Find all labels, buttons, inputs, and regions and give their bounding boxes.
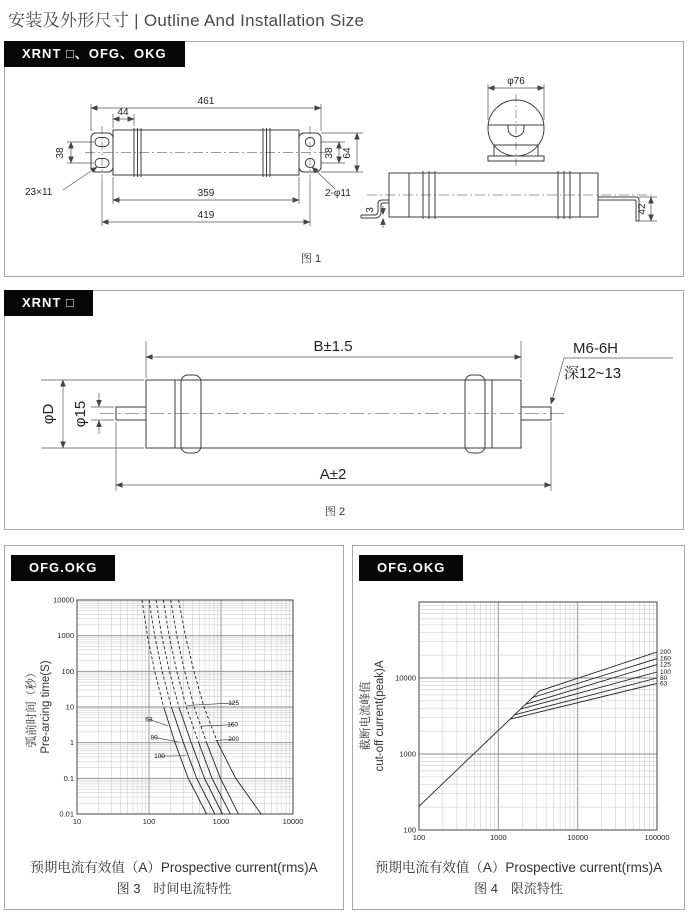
dim-thread: M6-6H [573, 340, 619, 357]
curve-label: 100 [660, 668, 671, 676]
dim-hole-pitch: 38 [324, 147, 335, 159]
y-tick-label: 100 [403, 825, 416, 835]
y-axis-label-en: cut-off current(peak)A [374, 660, 386, 772]
page-title: 安装及外形尺寸 | Outline And Installation Size [8, 11, 365, 30]
time-current-chart [5, 546, 343, 848]
x-tick-label: 1000 [489, 833, 507, 842]
x-tick-label: 1000 [212, 817, 230, 826]
dim-slot-pitch: 38 [55, 147, 66, 159]
curve-label: 63 [145, 716, 153, 724]
dim-overall: 461 [197, 96, 215, 107]
x-tick-label: 10 [72, 817, 82, 826]
plot-border [419, 602, 657, 830]
curve-label: 63 [660, 680, 668, 688]
panel3-label: OFG.OKG [11, 555, 115, 581]
curve-label: 200 [660, 648, 671, 656]
figure2-caption: 图 2 [324, 506, 346, 518]
figure1-caption: 图 1 [300, 253, 322, 265]
figure1-drawing [5, 42, 685, 276]
curve-label: 125 [228, 699, 240, 707]
y-tick-label: 100 [61, 666, 74, 676]
dim-length-b: B±1.5 [313, 338, 353, 355]
y-axis-label-cn: 截断电流峰值 [360, 681, 372, 751]
dim-bracket-drop: 42 [637, 203, 648, 215]
side-view [361, 171, 655, 221]
dim-bracket-height: 64 [342, 147, 353, 159]
dim-cap: 44 [117, 107, 129, 118]
curve-label: 160 [660, 655, 671, 663]
y-axis-label-cn: 弧前时间（秒） [26, 666, 38, 748]
y-tick-label: 1000 [399, 749, 416, 759]
fuse-dims [41, 341, 673, 491]
series-line [142, 600, 164, 707]
y-tick-label: 10000 [53, 595, 74, 605]
curve-label: 100 [154, 753, 165, 761]
x-tick-label: 10000 [567, 833, 589, 842]
front-view [85, 126, 327, 180]
dim-body: 359 [197, 188, 215, 199]
panel-figure3 [4, 545, 344, 910]
y-tick-label: 0.01 [59, 809, 74, 819]
y-tick-label: 10 [65, 702, 74, 712]
figure2-drawing [5, 291, 685, 529]
curve-label: 80 [660, 675, 668, 682]
x-tick-label: 100 [142, 817, 156, 826]
panel-figure2 [4, 290, 684, 530]
dim-clamp-dia: φ76 [507, 76, 525, 87]
curve-label: 125 [660, 661, 671, 669]
series-line [156, 600, 179, 707]
dim-body-dia: φD [40, 403, 57, 425]
dim-mount-pitch: 419 [197, 210, 215, 221]
front-view-dim-text [25, 96, 353, 221]
panel1-label: XRNT □、OFG、OKG [4, 41, 185, 67]
fuse-body [100, 375, 567, 453]
dim-foot-thickness: 3 [365, 207, 376, 213]
y-tick-label: 0.1 [63, 773, 74, 783]
clamp-end-view [488, 94, 544, 166]
dim-length-a: A±2 [319, 466, 347, 483]
series-line [171, 707, 214, 814]
dim-stub-dia: φ15 [72, 400, 89, 428]
y-tick-label: 1000 [57, 631, 74, 641]
series-line [526, 665, 658, 705]
panel4-label: OFG.OKG [359, 555, 463, 581]
dim-thread-depth: 深12~13 [564, 365, 622, 382]
figure4-caption: 图 4 限流特性 [474, 881, 563, 896]
figure3-caption: 图 3 时间电流特性 [116, 881, 232, 896]
front-view-dims [63, 104, 363, 226]
chart3-x-axis-label: 预期电流有效值（A）Prospective current(rms)A [30, 860, 318, 875]
curve-label: 160 [227, 721, 239, 729]
y-tick-label: 10000 [395, 673, 416, 683]
dim-slot-size: 23×11 [25, 187, 53, 198]
x-tick-label: 100 [412, 833, 426, 842]
panel-figure4 [352, 545, 685, 910]
curve-label: 80 [150, 734, 158, 742]
y-tick-label: 1 [69, 738, 74, 748]
dim-holes: 2-φ11 [325, 188, 351, 199]
panel-figure1 [4, 41, 684, 277]
x-tick-label: 100000 [644, 833, 670, 842]
current-limiting-chart [353, 546, 684, 848]
series-line [179, 707, 223, 814]
curve-label: 200 [228, 736, 240, 744]
series-line [510, 683, 657, 719]
chart4-x-axis-label: 预期电流有效值（A）Prospective current(rms)A [374, 860, 663, 875]
series-line [149, 600, 171, 707]
side-view-dims [383, 197, 657, 228]
panel2-label: XRNT □ [4, 290, 93, 316]
y-axis-label-en: Pre-arcing time(S) [40, 660, 52, 754]
x-tick-label: 10000 [282, 817, 304, 826]
